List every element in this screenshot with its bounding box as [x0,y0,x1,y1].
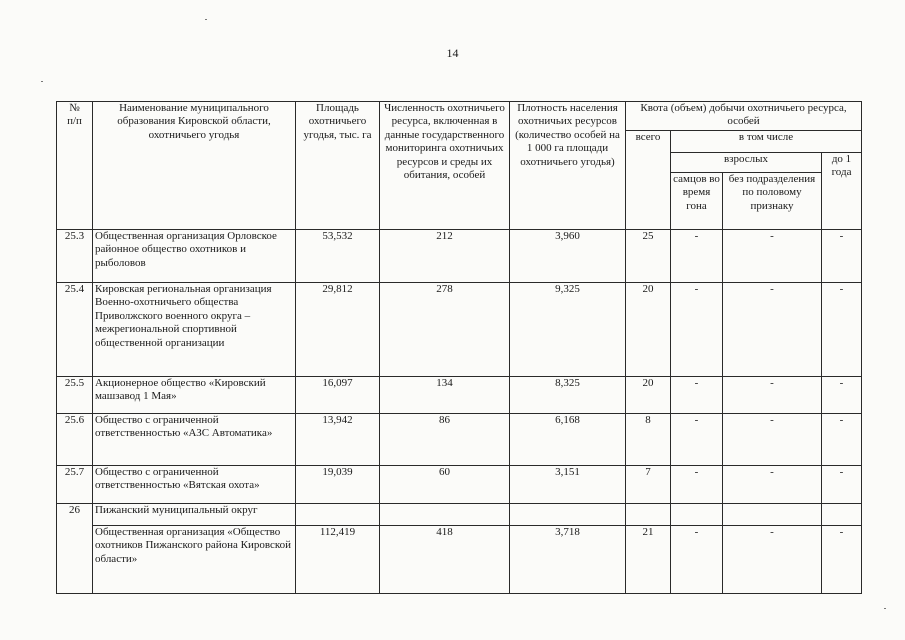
row-name: Общество с ограниченной ответственностью «АЗС Автоматика» [93,414,296,466]
row-under1: - [822,230,862,283]
header-under1: до 1 года [822,153,862,230]
row-nogender: - [723,230,822,283]
row-nogender: - [723,414,822,466]
header-quota: Квота (объем) добычи охотничьего ресурса, особей [626,102,862,131]
row-num: 25.4 [57,283,93,377]
header-nogender: без подразделения по половому признаку [723,173,822,230]
row-under1: - [822,283,862,377]
header-adults: взрослых [671,153,822,173]
row-under1: - [822,466,862,504]
row-total: 7 [626,466,671,504]
row-density: 6,168 [510,414,626,466]
row-under1: - [822,377,862,414]
row-name: Общество с ограниченной ответственностью «Вятская охота» [93,466,296,504]
table-row [57,283,862,377]
row-nogender: - [723,466,822,504]
header-population: Численность охотничьего ресурса, включенная в данные государственного мониторинга охотничьих ресурсов и среды их обитания, особей [380,102,510,230]
row-nogender: - [723,283,822,377]
header-area: Площадь охотничьего угодья, тыс. га [296,102,380,230]
row-nogender: - [723,526,822,594]
header-num: № п/п [57,102,93,230]
row-num: 25.3 [57,230,93,283]
row-name: Общественная организация «Общество охотников Пижанского района Кировской области» [93,526,296,594]
row-males: - [671,283,723,377]
header-name: Наименование муниципального образования Кировской области, охотничьего угодья [93,102,296,230]
row-density: 9,325 [510,283,626,377]
row-population: 60 [380,466,510,504]
row-area: 16,097 [296,377,380,414]
row-males: - [671,466,723,504]
row-males: - [671,526,723,594]
row-area: 112,419 [296,526,380,594]
header-density: Плотность населения охотничьих ресурсов (количество особей на 1 000 га площади охотничьего угодья) [510,102,626,230]
row-under1: - [822,526,862,594]
row-num: 25.7 [57,466,93,504]
row-density: 3,151 [510,466,626,504]
row-area: 53,532 [296,230,380,283]
header-males: самцов во время гона [671,173,723,230]
table-row [57,526,862,594]
row-population: 212 [380,230,510,283]
row-males: - [671,414,723,466]
row-area: 13,942 [296,414,380,466]
scan-speck [41,81,43,82]
scan-speck [205,19,207,20]
row-density: 3,960 [510,230,626,283]
row-num: 25.6 [57,414,93,466]
table-row [57,230,862,283]
row-name: Кировская региональная организация Военно-охотничьего общества Приволжского военного округа – межрегиональной спортивной общественной организации [93,283,296,377]
row-total: 20 [626,377,671,414]
scan-speck [884,608,886,609]
header-including: в том числе [671,131,862,153]
table-row [57,414,862,466]
table-row [57,466,862,504]
row-nogender: - [723,377,822,414]
row-area: 19,039 [296,466,380,504]
table-row-district [57,504,862,526]
row-population: 134 [380,377,510,414]
row-name: Общественная организация Орловское районное общество охотников и рыболовов [93,230,296,283]
row-males: - [671,377,723,414]
row-total: 20 [626,283,671,377]
row-under1: - [822,414,862,466]
page-number: 14 [446,46,459,60]
row-total: 25 [626,230,671,283]
row-population: 278 [380,283,510,377]
hunting-quota-table [56,101,862,594]
row-total: 21 [626,526,671,594]
row-population: 86 [380,414,510,466]
row-num: 25.5 [57,377,93,414]
row-name: Акционерное общество «Кировский машзавод 1 Мая» [93,377,296,414]
district-num: 26 [57,504,93,594]
row-population: 418 [380,526,510,594]
header-total: всего [626,131,671,230]
row-males: - [671,230,723,283]
row-density: 3,718 [510,526,626,594]
row-total: 8 [626,414,671,466]
table-row [57,377,862,414]
row-area: 29,812 [296,283,380,377]
row-density: 8,325 [510,377,626,414]
district-name: Пижанский муниципальный округ [93,504,296,526]
